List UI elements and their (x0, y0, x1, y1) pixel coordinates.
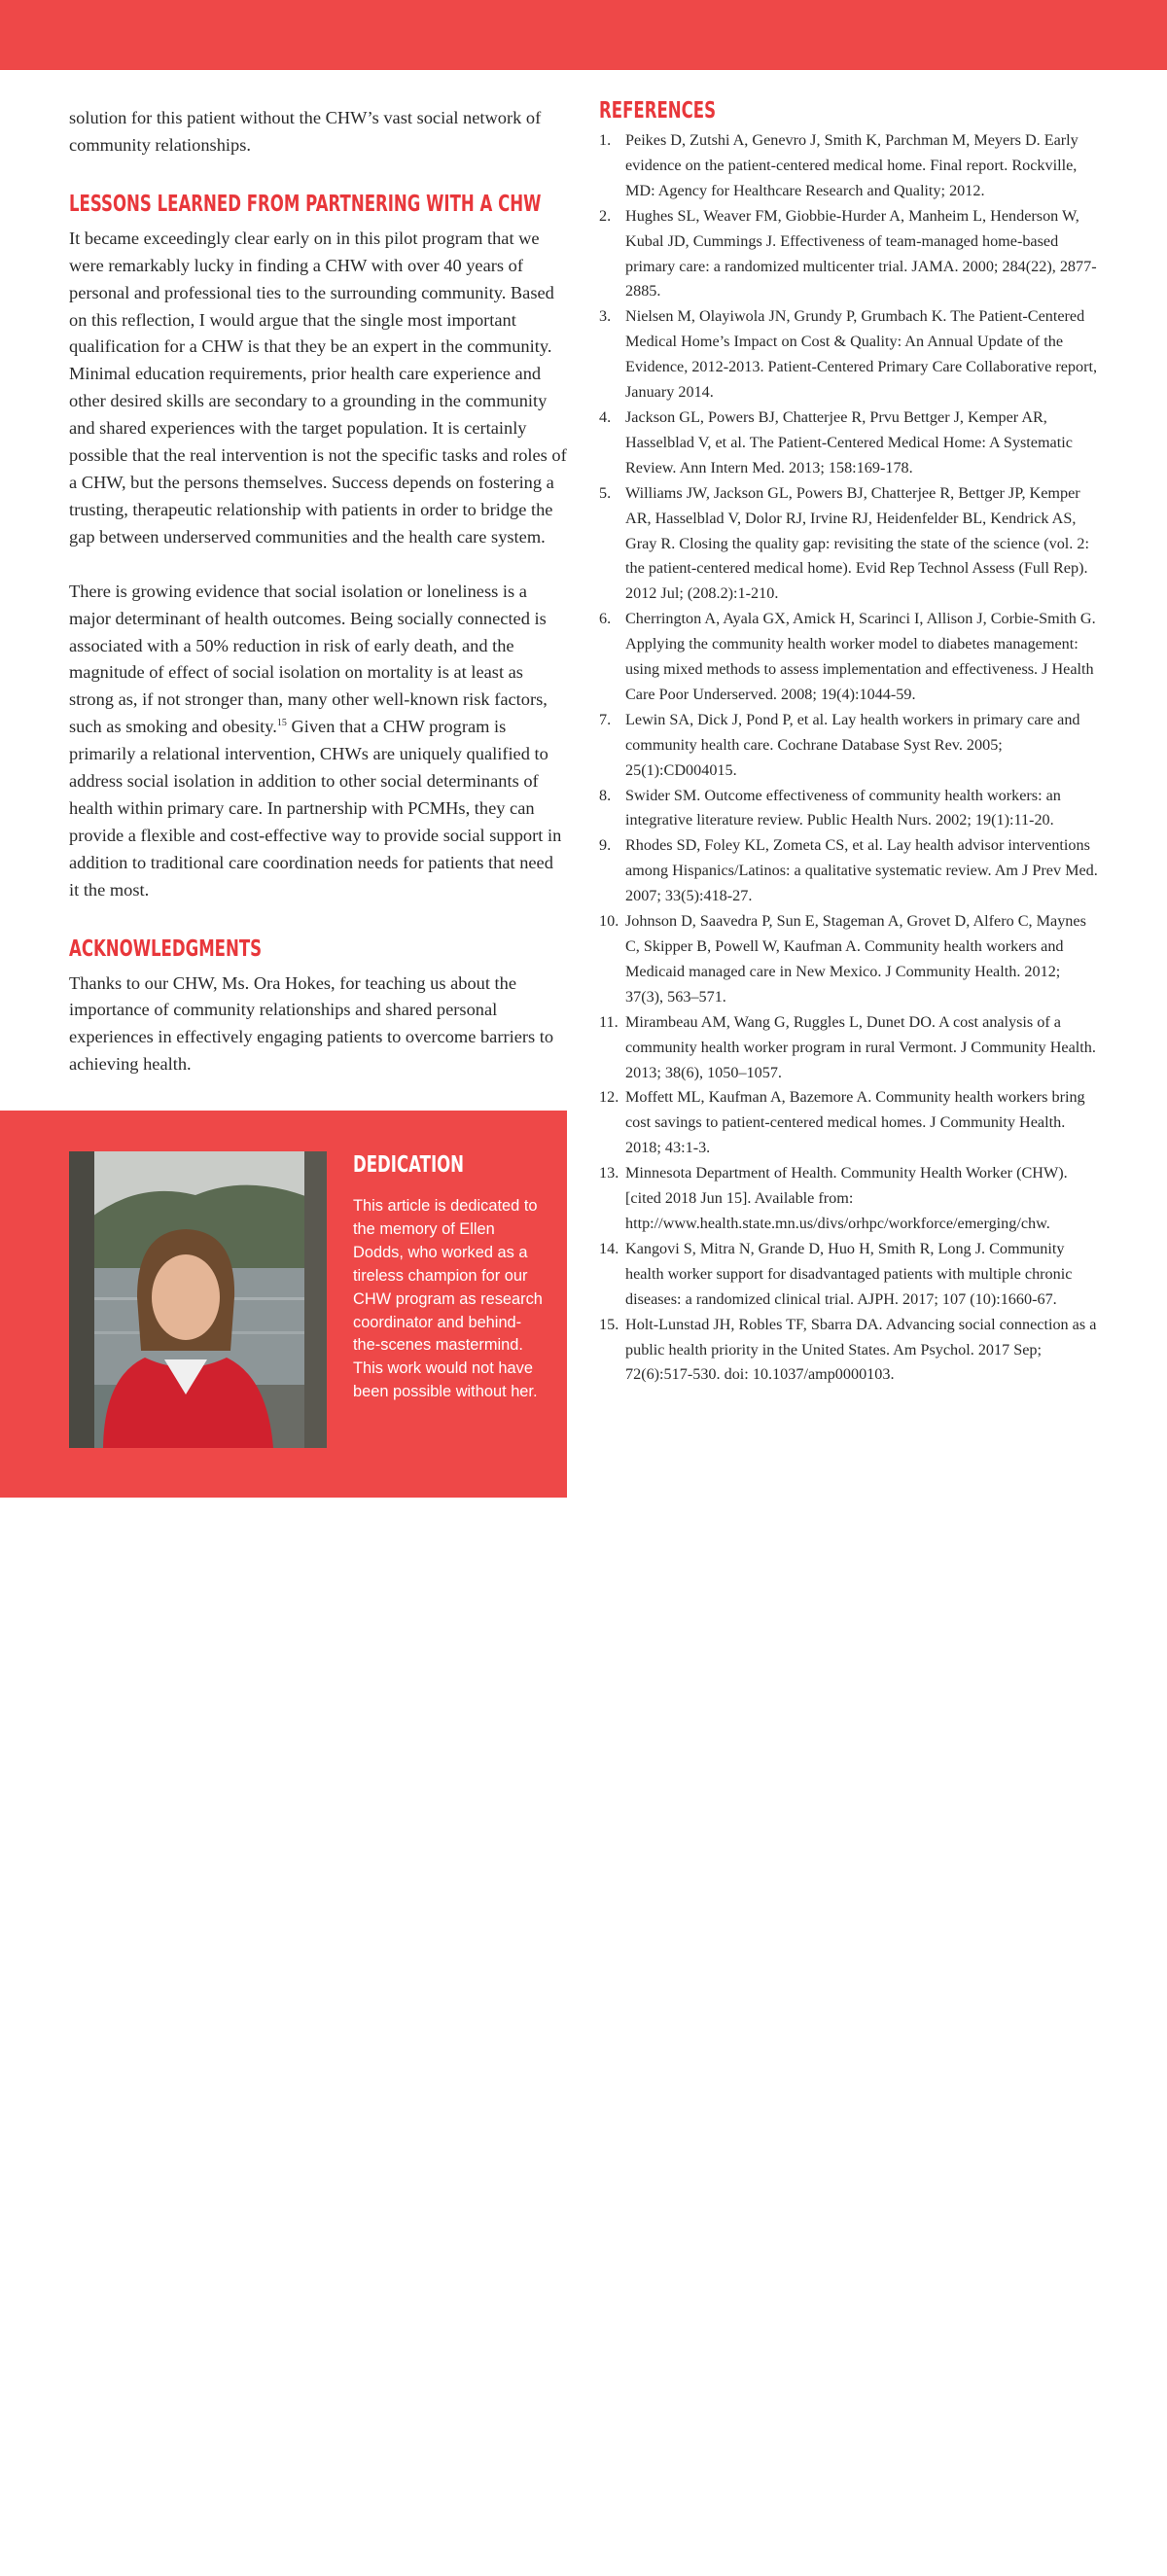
reference-number: 6. (599, 610, 612, 628)
page-footer (34, 2557, 352, 2576)
reference-number: 8. (599, 786, 612, 804)
reference-item (599, 1313, 1100, 1389)
reference-text: Holt-Lunstad JH, Robles TF, Sbarra DA. Advancing social connection as a public health priority in the United States. Am Psychol. 2017 Sep; 72(6):517-530. doi: 10.1037/amp0000103. (625, 1315, 1097, 1384)
reference-number: 11. (599, 1012, 619, 1031)
reference-text: Peikes D, Zutshi A, Genevro J, Smith K, Parchman M, Meyers D. Early evidence on the patient-centered medical home. Final report. Rockville, MD: Agency for Healthcare Research and Quality; 2012. (625, 131, 1079, 199)
reference-number: 1. (599, 131, 612, 149)
dedication-heading: DEDICATION (353, 1152, 465, 1178)
reference-item (599, 909, 1100, 1010)
publication-name: Minnesota Family Physician (69, 2558, 249, 2574)
portrait-photo-icon (69, 1151, 327, 1448)
footer-bullet: • (56, 2558, 62, 2574)
reference-item (599, 1161, 1100, 1237)
reference-text: Williams JW, Jackson GL, Powers BJ, Chatterjee R, Bettger JP, Kemper AR, Hasselblad V, Dolor RJ, Irvine RJ, Heidenfelder BL, Kendrick AS, Gray R. Closing the quality gap: revisiting the state of the science (vol. 2: the patient-centered medical home). Evid Rep Technol Assess (Full Rep). 2012 Jul; (208.2):1-210. (625, 483, 1089, 603)
reference-text: Lewin SA, Dick J, Pond P, et al. Lay health workers in primary care and community health care. Cochrane Database Syst Rev. 2005; 25(1):CD004015. (625, 710, 1080, 779)
reference-number: 15. (599, 1315, 619, 1333)
references-heading: REFERENCES (599, 98, 717, 124)
reference-text: Swider SM. Outcome effectiveness of community health workers: an integrative literature review. Public Health Nurs. 2002; 19(1):11-20. (625, 786, 1061, 829)
reference-text: Jackson GL, Powers BJ, Chatterjee R, Prvu Bettger J, Kemper AR, Hasselblad V, et al. The Patient-Centered Medical Home: A Systematic Review. Ann Intern Med. 2013; 158:169-178. (625, 407, 1073, 476)
reference-text: Mirambeau AM, Wang G, Ruggles L, Dunet DO. A cost analysis of a community health worker program in rural Vermont. J Community Health. 2013; 38(6), 1050–1057. (625, 1012, 1096, 1081)
reference-item (599, 1085, 1100, 1161)
reference-text: Cherrington A, Ayala GX, Amick H, Scarinci I, Allison J, Corbie-Smith G. Applying the community health worker model to diabetes management: using mixed methods to assess implementation and effectiveness. J Health Care Poor Underserved. 2008; 19(4):1044-59. (625, 610, 1096, 703)
page-number: 16 (34, 2558, 50, 2574)
issue-date: Summer 2018 (266, 2558, 353, 2574)
main-article-column (69, 105, 567, 1078)
reference-number: 14. (599, 1239, 619, 1257)
citation-marker: 15 (276, 718, 287, 729)
reference-number: 9. (599, 836, 612, 855)
reference-item (599, 204, 1100, 305)
paragraph-text: There is growing evidence that social isolation or loneliness is a major determinant of health outcomes. Being socially connected is associated with a 50% reduction in risk of early death, and the magnitude of effect of social isolation on mortality is at least as strong as, if not stronger than, many other well-known risk factors, such as smoking and obesity. (69, 581, 548, 737)
reference-item (599, 406, 1100, 481)
reference-text: Moffett ML, Kaufman A, Bazemore A. Community health workers bring cost savings to patient-centered medical homes. J Community Health. 2018; 43:1-3. (625, 1088, 1085, 1157)
reference-item (599, 833, 1100, 909)
reference-item (599, 708, 1100, 784)
acknowledgments-text: Thanks to our CHW, Ms. Ora Hokes, for teaching us about the importance of community relationships and shared personal experiences in effectively engaging patients to overcome barriers to achieving health. (69, 972, 554, 1075)
reference-item (599, 607, 1100, 708)
acknowledgments-heading: ACKNOWLEDGMENTS (69, 935, 263, 962)
reference-number: 3. (599, 307, 612, 326)
reference-item (599, 304, 1100, 406)
references-column (599, 97, 1100, 1388)
reference-text: Nielsen M, Olayiwola JN, Grundy P, Grumbach K. The Patient-Centered Medical Home’s Impact on Cost & Quality: An Annual Update of the Evidence, 2012-2013. Patient-Centered Primary Care Collaborative report, January 2014. (625, 307, 1098, 402)
reference-text: Minnesota Department of Health. Community Health Worker (CHW). [cited 2018 Jun 15]. Available from: http://www.health.state.mn.us/divs/orhpc/workforce/emerging/chw. (625, 1164, 1068, 1232)
top-banner (0, 0, 1167, 70)
reference-text: Rhodes SD, Foley KL, Zometa CS, et al. Lay health advisor interventions among Hispanics/Latinos: a qualitative systematic review. Am J Prev Med. 2007; 33(5):418-27. (625, 836, 1098, 905)
reference-number: 10. (599, 912, 619, 931)
reference-text: Hughes SL, Weaver FM, Giobbie-Hurder A, Manheim L, Henderson W, Kubal JD, Cummings J. Effectiveness of team-managed home-based primary care: a randomized multicenter trial. JAMA. 2000; 284(22), 2877-2885. (625, 206, 1097, 300)
reference-text: Kangovi S, Mitra N, Grande D, Huo H, Smith R, Long J. Community health worker support for disadvantaged patients with multiple chronic diseases: a randomized clinical trial. AJPH. 2017; 107 (10):1660-67. (625, 1239, 1073, 1308)
lessons-paragraph-1: It became exceedingly clear early on in this pilot program that we were remarkably lucky in finding a CHW with over 40 years of personal and professional ties to the surrounding community. Based on this reflection, I would argue that the single most important qualification for a CHW is that they be an expert in the community. Minimal education requirements, prior health care experience and other desired skills are secondary to a grounding in the community and shared experiences with the target population. It is certainly possible that the real intervention is not the specific tasks and roles of a CHW, but the persons themselves. Success depends on fostering a trusting, therapeutic relationship with patients in order to bridge the gap between underserved communities and the health care system. (69, 228, 567, 547)
reference-item (599, 784, 1100, 834)
reference-item (599, 128, 1100, 204)
reference-number: 7. (599, 710, 612, 728)
paragraph-text: Given that a CHW program is primarily a relational intervention, CHWs are uniquely qualified to address social isolation in addition to other social determinants of health within primary care. In partnership with PCMHs, they can provide a flexible and cost-effective way to provide social support in addition to traditional care coordination needs for patients that need it the most. (69, 717, 562, 900)
lessons-paragraph-2 (69, 579, 567, 904)
lessons-heading: LESSONS LEARNED FROM PARTNERING WITH A CHW (69, 191, 542, 217)
reference-number: 5. (599, 483, 612, 502)
reference-text: Johnson D, Saavedra P, Sun E, Stageman A, Grovet D, Alfero C, Maynes C, Skipper B, Powell W, Kaufman A. Community health workers and Medicaid managed care in New Mexico. J Community Health. 2012; 37(3), 563–571. (625, 912, 1086, 1006)
references-list (599, 128, 1100, 1388)
reference-number: 12. (599, 1088, 619, 1107)
reference-number: 2. (599, 206, 612, 225)
intro-paragraph: solution for this patient without the CHW’s vast social network of community relationships. (69, 108, 542, 155)
dedication-box (0, 1111, 567, 2574)
reference-item (599, 1010, 1100, 1086)
reference-number: 4. (599, 407, 612, 426)
dedication-text: This article is dedicated to the memory of Ellen Dodds, who worked as a tireless champion for our CHW program as research coordinator and behind-the-scenes mastermind. This work would not have been possible without her. (353, 1197, 543, 1401)
reference-number: 13. (599, 1164, 619, 1182)
footer-separator: | (256, 2558, 260, 2574)
reference-item (599, 1237, 1100, 1313)
reference-item (599, 481, 1100, 608)
